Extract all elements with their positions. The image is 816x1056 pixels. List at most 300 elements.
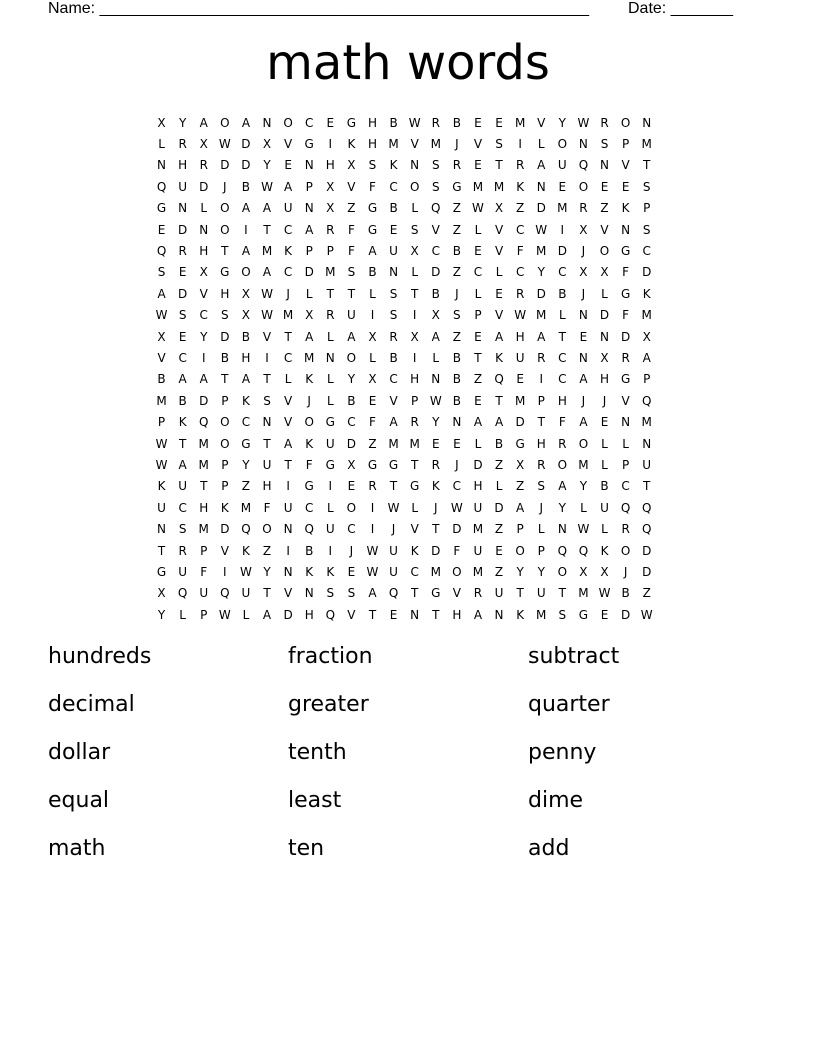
grid-letter: Y	[579, 479, 588, 494]
grid-letter: A	[537, 158, 546, 173]
grid-letter: N	[431, 372, 441, 387]
grid-letter: D	[536, 201, 546, 216]
grid-letter: R	[515, 158, 525, 173]
grid-letter: T	[495, 158, 503, 173]
grid-letter: N	[494, 607, 504, 622]
grid-letter: K	[410, 543, 419, 558]
grid-letter: L	[474, 436, 482, 451]
grid-letter: A	[431, 329, 440, 344]
grid-letter: M	[536, 244, 547, 259]
grid-letter: O	[620, 543, 631, 558]
grid-letter: U	[642, 457, 652, 472]
grid-letter: O	[557, 564, 568, 579]
grid-letter: O	[452, 564, 462, 579]
grid-letter: K	[305, 372, 314, 387]
grid-letter: H	[515, 329, 525, 344]
grid-letter: V	[621, 393, 630, 408]
grid-letter: W	[387, 500, 400, 515]
grid-letter: B	[157, 372, 166, 387]
grid-letter: X	[347, 457, 356, 472]
grid-letter: M	[493, 179, 505, 194]
grid-letter: P	[326, 244, 334, 259]
grid-letter: C	[305, 115, 314, 130]
grid-letter: L	[242, 607, 250, 622]
grid-letter: E	[157, 222, 166, 237]
grid-letter: T	[558, 586, 566, 601]
grid-letter: Z	[452, 265, 461, 280]
grid-letter: J	[455, 457, 459, 472]
grid-letter: W	[218, 607, 231, 622]
grid-row	[151, 604, 671, 625]
grid-letter: S	[347, 586, 356, 601]
grid-letter: I	[518, 137, 522, 152]
grid-letter: R	[431, 115, 440, 130]
grid-row	[151, 561, 671, 582]
grid-letter: R	[389, 329, 398, 344]
grid-letter: Z	[516, 479, 525, 494]
grid-letter: D	[346, 436, 357, 451]
grid-letter: G	[620, 286, 631, 301]
grid-letter: F	[622, 265, 630, 280]
grid-letter: H	[199, 244, 209, 259]
grid-letter: U	[325, 436, 335, 451]
grid-letter: C	[642, 244, 651, 259]
grid-letter: N	[410, 607, 420, 622]
grid-letter: W	[261, 179, 273, 194]
grid-letter: Z	[452, 329, 461, 344]
grid-letter: Z	[347, 201, 356, 216]
grid-row	[151, 198, 671, 219]
grid-letter: A	[389, 415, 398, 430]
grid-letter: M	[536, 607, 547, 622]
grid-letter: C	[305, 500, 314, 515]
grid-letter: X	[157, 586, 166, 601]
grid-letter: E	[621, 179, 630, 194]
grid-letter: V	[494, 308, 504, 323]
grid-letter: J	[349, 543, 354, 558]
grid-letter: V	[347, 179, 356, 194]
grid-letter: V	[410, 137, 419, 152]
grid-letter: A	[241, 244, 251, 259]
grid-row	[151, 155, 671, 176]
grid-row	[151, 347, 671, 368]
grid-letter: O	[557, 137, 568, 152]
grid-letter: T	[389, 479, 398, 494]
grid-letter: A	[579, 415, 588, 430]
grid-letter: N	[642, 436, 652, 451]
grid-letter: R	[452, 158, 462, 173]
grid-row	[151, 133, 671, 154]
grid-letter: I	[201, 350, 206, 365]
grid-letter: Q	[641, 500, 652, 515]
grid-letter: Z	[642, 586, 651, 601]
grid-letter: A	[199, 372, 208, 387]
grid-letter: T	[284, 457, 292, 472]
grid-letter: S	[368, 158, 377, 173]
word-list-item: ten	[288, 836, 325, 861]
grid-letter: P	[621, 457, 630, 472]
grid-letter: Z	[452, 201, 461, 216]
grid-letter: P	[305, 179, 313, 194]
grid-letter: L	[537, 137, 545, 152]
grid-letter: T	[411, 457, 419, 472]
grid-letter: A	[178, 457, 187, 472]
word-list-item: fraction	[288, 644, 373, 669]
grid-letter: D	[220, 158, 230, 173]
grid-letter: J	[391, 522, 396, 537]
grid-letter: B	[600, 479, 609, 494]
grid-letter: L	[326, 372, 334, 387]
grid-letter: R	[600, 115, 609, 130]
grid-letter: A	[368, 586, 377, 601]
grid-letter: K	[178, 415, 187, 430]
grid-row	[151, 369, 671, 390]
grid-letter: I	[370, 308, 375, 323]
grid-letter: U	[600, 500, 609, 515]
grid-letter: N	[199, 222, 209, 237]
grid-letter: X	[431, 308, 440, 323]
grid-letter: J	[581, 393, 586, 408]
grid-letter: U	[178, 479, 188, 494]
grid-letter: M	[156, 393, 167, 408]
grid-letter: U	[389, 543, 398, 558]
grid-letter: L	[601, 457, 608, 472]
grid-letter: D	[620, 607, 631, 622]
grid-letter: N	[304, 158, 314, 173]
grid-letter: C	[178, 500, 187, 515]
grid-letter: E	[600, 415, 609, 430]
grid-letter: W	[261, 308, 273, 323]
grid-letter: S	[558, 607, 567, 622]
grid-letter: R	[621, 522, 630, 537]
grid-letter: L	[558, 308, 566, 323]
grid-letter: A	[305, 329, 314, 344]
grid-letter: B	[220, 350, 229, 365]
grid-row	[151, 497, 671, 518]
grid-letter: N	[536, 179, 546, 194]
grid-letter: I	[560, 222, 565, 237]
grid-letter: L	[622, 436, 629, 451]
grid-letter: E	[495, 115, 503, 130]
grid-letter: U	[157, 500, 166, 515]
grid-letter: G	[325, 415, 335, 430]
grid-letter: U	[494, 586, 504, 601]
grid-letter: F	[200, 564, 208, 579]
grid-letter: W	[514, 308, 527, 323]
word-list	[48, 640, 768, 880]
grid-letter: V	[199, 286, 208, 301]
grid-letter: I	[328, 137, 333, 152]
grid-letter: Y	[558, 115, 566, 130]
grid-letter: A	[262, 265, 272, 280]
grid-letter: M	[641, 415, 652, 430]
grid-letter: T	[474, 350, 482, 365]
grid-letter: H	[304, 607, 314, 622]
grid-letter: E	[579, 329, 588, 344]
grid-letter: G	[156, 201, 167, 216]
grid-letter: K	[347, 137, 356, 152]
grid-letter: P	[221, 393, 229, 408]
grid-letter: E	[431, 436, 440, 451]
grid-letter: H	[178, 158, 188, 173]
grid-letter: H	[452, 607, 462, 622]
grid-letter: Q	[641, 522, 652, 537]
grid-letter: D	[431, 543, 441, 558]
grid-letter: F	[305, 457, 313, 472]
grid-letter: X	[516, 457, 525, 472]
grid-letter: L	[305, 286, 313, 301]
grid-letter: U	[283, 500, 293, 515]
grid-letter: K	[305, 564, 314, 579]
grid-letter: T	[643, 479, 651, 494]
grid-letter: C	[347, 415, 356, 430]
grid-letter: A	[178, 372, 187, 387]
grid-letter: V	[284, 415, 293, 430]
grid-letter: L	[432, 350, 440, 365]
grid-letter: U	[178, 179, 188, 194]
grid-letter: M	[472, 522, 484, 537]
grid-letter: C	[347, 522, 356, 537]
grid-letter: G	[620, 372, 631, 387]
grid-row	[151, 262, 671, 283]
grid-letter: Q	[325, 607, 336, 622]
grid-row	[151, 240, 671, 261]
grid-letter: K	[241, 393, 250, 408]
grid-letter: Z	[241, 479, 251, 494]
grid-letter: O	[346, 500, 357, 515]
name-label: Name: _______________________________________________________	[48, 0, 589, 17]
grid-letter: A	[199, 115, 208, 130]
grid-letter: L	[369, 286, 376, 301]
grid-letter: G	[346, 115, 357, 130]
grid-letter: T	[263, 372, 271, 387]
grid-letter: L	[411, 500, 419, 515]
grid-letter: V	[494, 244, 504, 259]
grid-letter: L	[601, 436, 608, 451]
grid-letter: Y	[537, 564, 545, 579]
grid-letter: N	[621, 415, 631, 430]
grid-letter: J	[455, 286, 459, 301]
grid-letter: Q	[620, 500, 631, 515]
grid-letter: W	[472, 201, 484, 216]
grid-letter: N	[178, 201, 188, 216]
grid-letter: N	[578, 308, 588, 323]
grid-letter: E	[474, 329, 482, 344]
grid-letter: T	[157, 543, 166, 558]
grid-letter: X	[199, 137, 208, 152]
grid-letter: R	[178, 244, 187, 259]
grid-letter: D	[199, 179, 209, 194]
grid-letter: A	[642, 350, 651, 365]
grid-letter: M	[240, 500, 252, 515]
grid-letter: V	[621, 158, 630, 173]
grid-letter: L	[200, 201, 208, 216]
grid-letter: N	[262, 115, 272, 130]
grid-letter: G	[578, 607, 589, 622]
grid-row	[151, 390, 671, 411]
grid-letter: X	[579, 564, 588, 579]
grid-letter: L	[179, 607, 186, 622]
grid-letter: O	[346, 350, 357, 365]
grid-letter: Q	[156, 179, 167, 194]
grid-letter: P	[537, 393, 545, 408]
grid-letter: U	[389, 564, 398, 579]
grid-letter: M	[430, 564, 441, 579]
grid-letter: V	[284, 586, 293, 601]
grid-letter: G	[220, 265, 230, 280]
word-list-item: decimal	[48, 692, 135, 717]
grid-letter: N	[578, 350, 588, 365]
grid-letter: P	[643, 372, 651, 387]
grid-letter: K	[621, 201, 630, 216]
grid-letter: O	[578, 436, 589, 451]
grid-letter: B	[452, 115, 461, 130]
grid-letter: K	[241, 543, 250, 558]
grid-letter: E	[474, 158, 482, 173]
grid-letter: C	[283, 222, 293, 237]
grid-letter: H	[325, 158, 335, 173]
grid-letter: A	[473, 415, 483, 430]
grid-letter: R	[326, 308, 335, 323]
grid-letter: B	[452, 350, 461, 365]
grid-letter: O	[220, 415, 230, 430]
grid-letter: L	[601, 286, 608, 301]
word-list-item: dollar	[48, 740, 111, 765]
grid-letter: M	[641, 137, 652, 152]
grid-letter: M	[557, 201, 568, 216]
grid-letter: B	[368, 265, 377, 280]
grid-letter: S	[347, 265, 356, 280]
grid-letter: I	[412, 350, 417, 365]
grid-letter: W	[261, 286, 273, 301]
grid-letter: T	[411, 286, 419, 301]
grid-letter: L	[411, 201, 419, 216]
grid-letter: M	[409, 436, 420, 451]
grid-letter: Y	[537, 265, 545, 280]
grid-row	[151, 518, 671, 539]
grid-letter: M	[641, 308, 652, 323]
grid-letter: V	[284, 137, 293, 152]
grid-letter: G	[367, 201, 378, 216]
grid-letter: W	[598, 586, 611, 601]
grid-letter: S	[389, 286, 398, 301]
grid-letter: B	[452, 393, 461, 408]
grid-letter: W	[239, 564, 252, 579]
grid-letter: Z	[600, 201, 609, 216]
grid-letter: D	[220, 329, 230, 344]
grid-letter: Y	[178, 115, 187, 130]
grid-letter: T	[221, 244, 229, 259]
grid-letter: C	[515, 265, 525, 280]
grid-letter: L	[284, 372, 292, 387]
grid-letter: I	[244, 222, 248, 237]
grid-letter: K	[284, 244, 293, 259]
grid-letter: Q	[641, 393, 652, 408]
grid-letter: D	[304, 265, 314, 280]
grid-letter: X	[157, 115, 166, 130]
grid-letter: V	[600, 222, 609, 237]
grid-letter: Z	[473, 372, 483, 387]
grid-letter: S	[431, 158, 440, 173]
grid-letter: U	[346, 308, 356, 323]
grid-letter: E	[474, 115, 482, 130]
grid-letter: C	[283, 350, 293, 365]
grid-letter: C	[621, 479, 630, 494]
grid-letter: P	[157, 415, 166, 430]
grid-letter: M	[430, 137, 441, 152]
grid-letter: C	[452, 479, 462, 494]
grid-letter: G	[388, 457, 399, 472]
page-title: math words	[266, 35, 550, 91]
grid-letter: Y	[157, 607, 166, 622]
grid-letter: T	[432, 522, 440, 537]
grid-letter: A	[558, 479, 567, 494]
grid-letter: L	[580, 500, 587, 515]
grid-letter: G	[367, 457, 378, 472]
grid-letter: F	[558, 415, 566, 430]
grid-letter: A	[537, 329, 546, 344]
grid-letter: E	[600, 179, 609, 194]
grid-letter: S	[642, 179, 651, 194]
grid-letter: P	[516, 522, 524, 537]
grid-letter: L	[474, 286, 482, 301]
grid-letter: X	[241, 286, 251, 301]
grid-letter: M	[198, 457, 209, 472]
grid-letter: I	[539, 372, 543, 387]
grid-letter: O	[409, 179, 420, 194]
grid-letter: T	[263, 436, 271, 451]
grid-letter: A	[305, 222, 314, 237]
grid-letter: S	[178, 308, 187, 323]
grid-letter: X	[157, 329, 166, 344]
grid-letter: L	[326, 393, 334, 408]
grid-letter: D	[241, 137, 251, 152]
grid-letter: F	[347, 244, 355, 259]
grid-letter: Q	[199, 415, 209, 430]
grid-letter: T	[263, 222, 271, 237]
grid-letter: R	[579, 201, 588, 216]
grid-letter: I	[370, 500, 375, 515]
grid-letter: L	[326, 329, 334, 344]
grid-letter: O	[599, 244, 610, 259]
grid-letter: D	[557, 244, 567, 259]
grid-letter: D	[178, 286, 188, 301]
grid-letter: C	[558, 372, 567, 387]
grid-letter: H	[410, 372, 420, 387]
grid-letter: W	[366, 543, 379, 558]
grid-letter: N	[262, 415, 272, 430]
grid-letter: N	[389, 265, 399, 280]
grid-letter: M	[472, 179, 484, 194]
grid-letter: X	[494, 201, 504, 216]
grid-letter: R	[178, 543, 187, 558]
grid-letter: W	[366, 564, 379, 579]
grid-letter: N	[157, 522, 167, 537]
grid-letter: B	[241, 329, 251, 344]
grid-letter: S	[431, 179, 440, 194]
grid-row	[151, 433, 671, 454]
grid-letter: E	[347, 564, 356, 579]
grid-letter: Y	[516, 564, 524, 579]
grid-letter: E	[495, 543, 503, 558]
grid-letter: L	[411, 265, 419, 280]
grid-letter: D	[283, 607, 293, 622]
grid-letter: I	[328, 479, 333, 494]
grid-letter: A	[516, 500, 525, 515]
grid-letter: I	[412, 308, 417, 323]
grid-letter: C	[515, 222, 525, 237]
grid-letter: K	[642, 286, 651, 301]
